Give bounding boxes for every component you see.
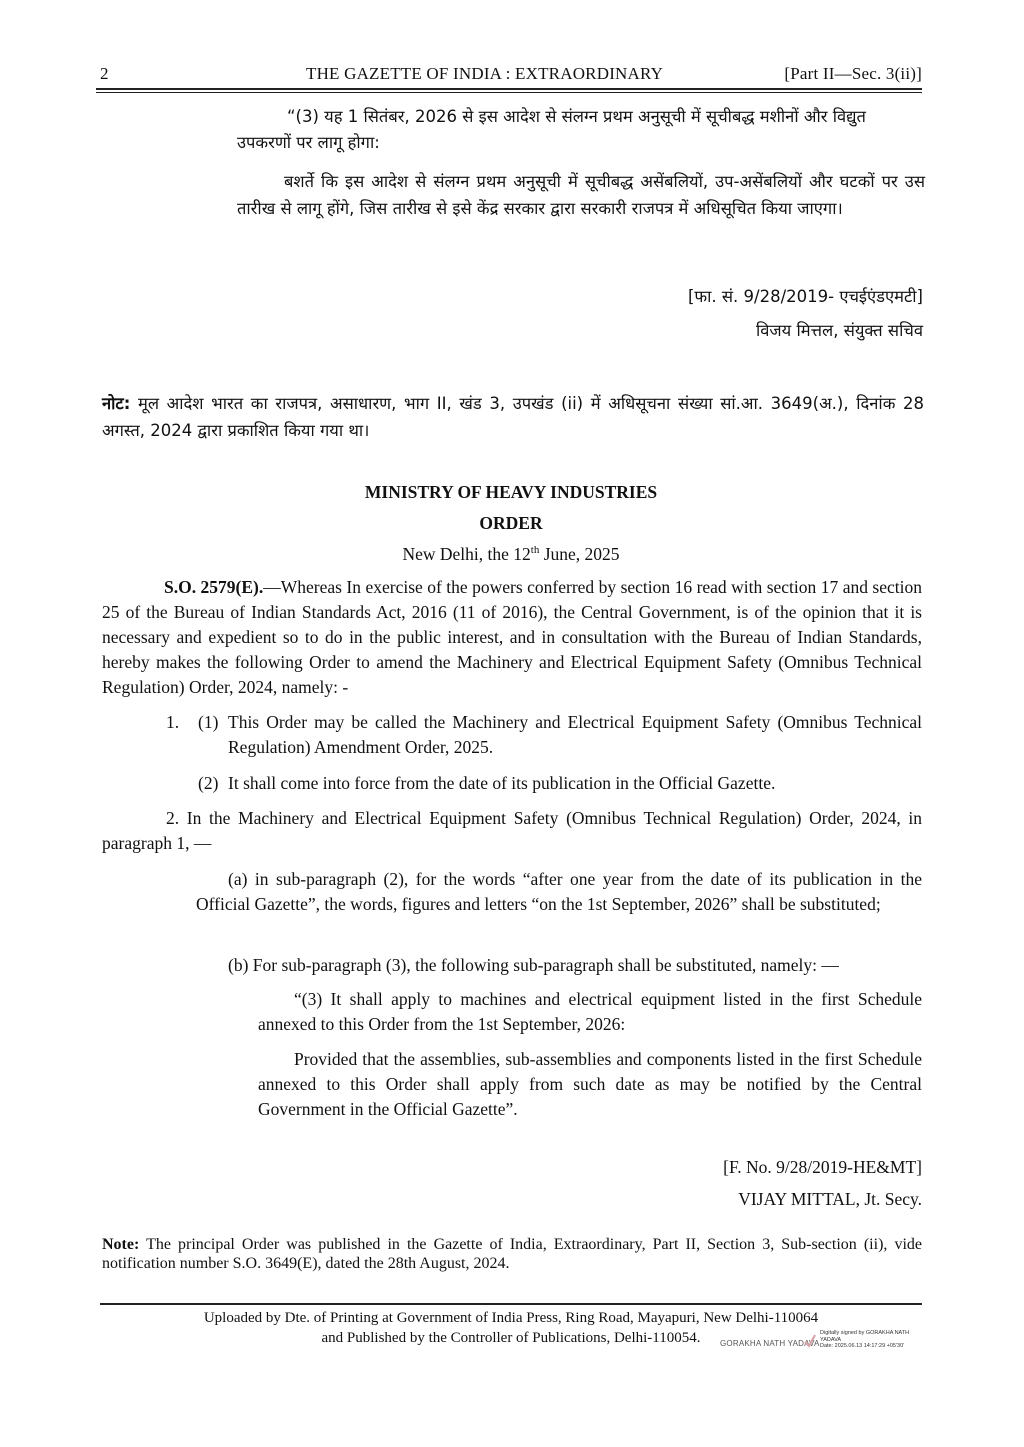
date-suffix: June, 2025: [539, 544, 620, 564]
signatory: VIJAY MITTAL, Jt. Secy.: [738, 1189, 922, 1209]
signature-line-3: Date: 2025.06.13 14:17:29 +05'30': [820, 1343, 905, 1349]
item2: 2. In the Machinery and Electrical Equipment Safety (Omnibus Technical Regulation) Order, 2024, in paragraph 1, —: [102, 808, 922, 853]
hindi-note-text: मूल आदेश भारत का राजपत्र, असाधारण, भाग II, खंड 3, उपखंड (ii) में अधिसूचना संख्या सां.आ. 3649(अ.), दिनांक 28 अगस्त, 2024 द्वारा प्रकाशित किया गया था।: [102, 394, 924, 440]
signature-line-2: YADAVA: [820, 1336, 842, 1343]
item2-a: (a) in sub-paragraph (2), for the words “after one year from the date of its publication in the Official Gazette”, the words, figures and letters “on the 1st September, 2026” shall be substituted;: [196, 869, 922, 914]
item1-1-text: This Order may be called the Machinery and Electrical Equipment Safety (Omnibus Technical Regulation) Amendment Order, 2025.: [228, 712, 922, 757]
item2-b: (b) For sub-paragraph (3), the following sub-paragraph shall be substituted, namely: —: [228, 955, 839, 975]
hindi-note-label: नोट:: [102, 394, 131, 413]
english-note-text: The principal Order was published in the Gazette of India, Extraordinary, Part II, Section 3, Sub-section (ii), vide notification number S.O. 3649(E), dated the 28th August, 2024.: [102, 1236, 922, 1272]
hindi-note: [102, 390, 924, 444]
date-superscript: th: [530, 544, 540, 557]
hindi-para3-line1: “(3) यह 1 सितंबर, 2026 से इस आदेश से संलग्न प्रथम अनुसूची में सूचीबद्ध मशीनों और विद्युत: [287, 107, 866, 126]
gazette-title: THE GAZETTE OF INDIA : EXTRAORDINARY: [306, 64, 664, 83]
digital-signature: [720, 1330, 930, 1356]
english-note-label: Note:: [102, 1236, 140, 1253]
item1-number: 1.: [166, 712, 180, 732]
signature-details: [820, 1330, 930, 1350]
so-number: S.O. 2579(E).: [164, 577, 264, 597]
hindi-proviso: बशर्ते कि इस आदेश से संलग्न प्रथम अनुसूची में सूचीबद्ध असेंबलियों, उप-असेंबलियों और घटकों पर उस तारीख से लागू होंगे, जिस तारीख से इसे केंद्र सरकार द्वारा सरकारी राजपत्र में अधिसूचित किया जाएगा।: [237, 172, 925, 218]
substituted-proviso: Provided that the assemblies, sub-assemblies and components listed in the first Schedule annexed to this Order shall apply from such date as may be notified by the Central Government in the Official Gazette”.: [258, 1049, 922, 1119]
item1-2-text: It shall come into force from the date of its publication in the Official Gazette.: [228, 773, 776, 793]
order-date: [96, 542, 926, 567]
hindi-signatory: विजय मित्तल, संयुक्त सचिव: [755, 321, 923, 340]
part-label: [Part II—Sec. 3(ii)]: [784, 64, 922, 83]
preamble: [102, 575, 922, 700]
substituted-sub-paragraph-3: “(3) It shall apply to machines and electrical equipment listed in the first Schedule annexed to this Order from the 1st September, 2026:: [258, 989, 922, 1034]
order-heading: ORDER: [479, 513, 543, 533]
signer-name: GORAKHA NATH YADAVA: [720, 1339, 820, 1348]
signature-check-icon: [804, 1334, 816, 1348]
hindi-file-number: [फा. सं. 9/28/2019- एचईएंडएमटी]: [687, 287, 923, 306]
footer-rule: [100, 1303, 922, 1305]
preamble-text: —Whereas In exercise of the powers conferred by section 16 read with section 17 and section 25 of the Bureau of Indian Standards Act, 2016 (11 of 2016), the Central Government, is of the opinion that it is necessary and expedient so to do in the public interest, and in consultation with the Bureau of Indian Standards, hereby makes the following Order to amend the Machinery and Electrical Equipment Safety (Omnibus Technical Regulation) Order, 2024, namely: -: [102, 577, 922, 697]
footer-line-1: Uploaded by Dte. of Printing at Government of India Press, Ring Road, Mayapuri, New Delhi-110064: [203, 1310, 819, 1326]
page-number: 2: [100, 64, 109, 83]
item1-2-number: (2): [198, 773, 219, 793]
ministry-heading: MINISTRY OF HEAVY INDUSTRIES: [364, 482, 658, 502]
item1-1-number: (1): [198, 712, 219, 732]
header-rule-thick: [96, 88, 922, 90]
date-prefix: New Delhi, the 12: [402, 544, 531, 564]
english-note: [102, 1235, 922, 1273]
footer-line-2: and Published by the Controller of Publications, Delhi-110054.: [321, 1330, 701, 1346]
signature-line-1: Digitally signed by GORAKHA NATH: [820, 1330, 910, 1336]
file-number: [F. No. 9/28/2019-HE&MT]: [723, 1157, 922, 1177]
header-rule-thin: [96, 92, 922, 93]
hindi-para3-line2: उपकरणों पर लागू होगा:: [237, 133, 380, 152]
